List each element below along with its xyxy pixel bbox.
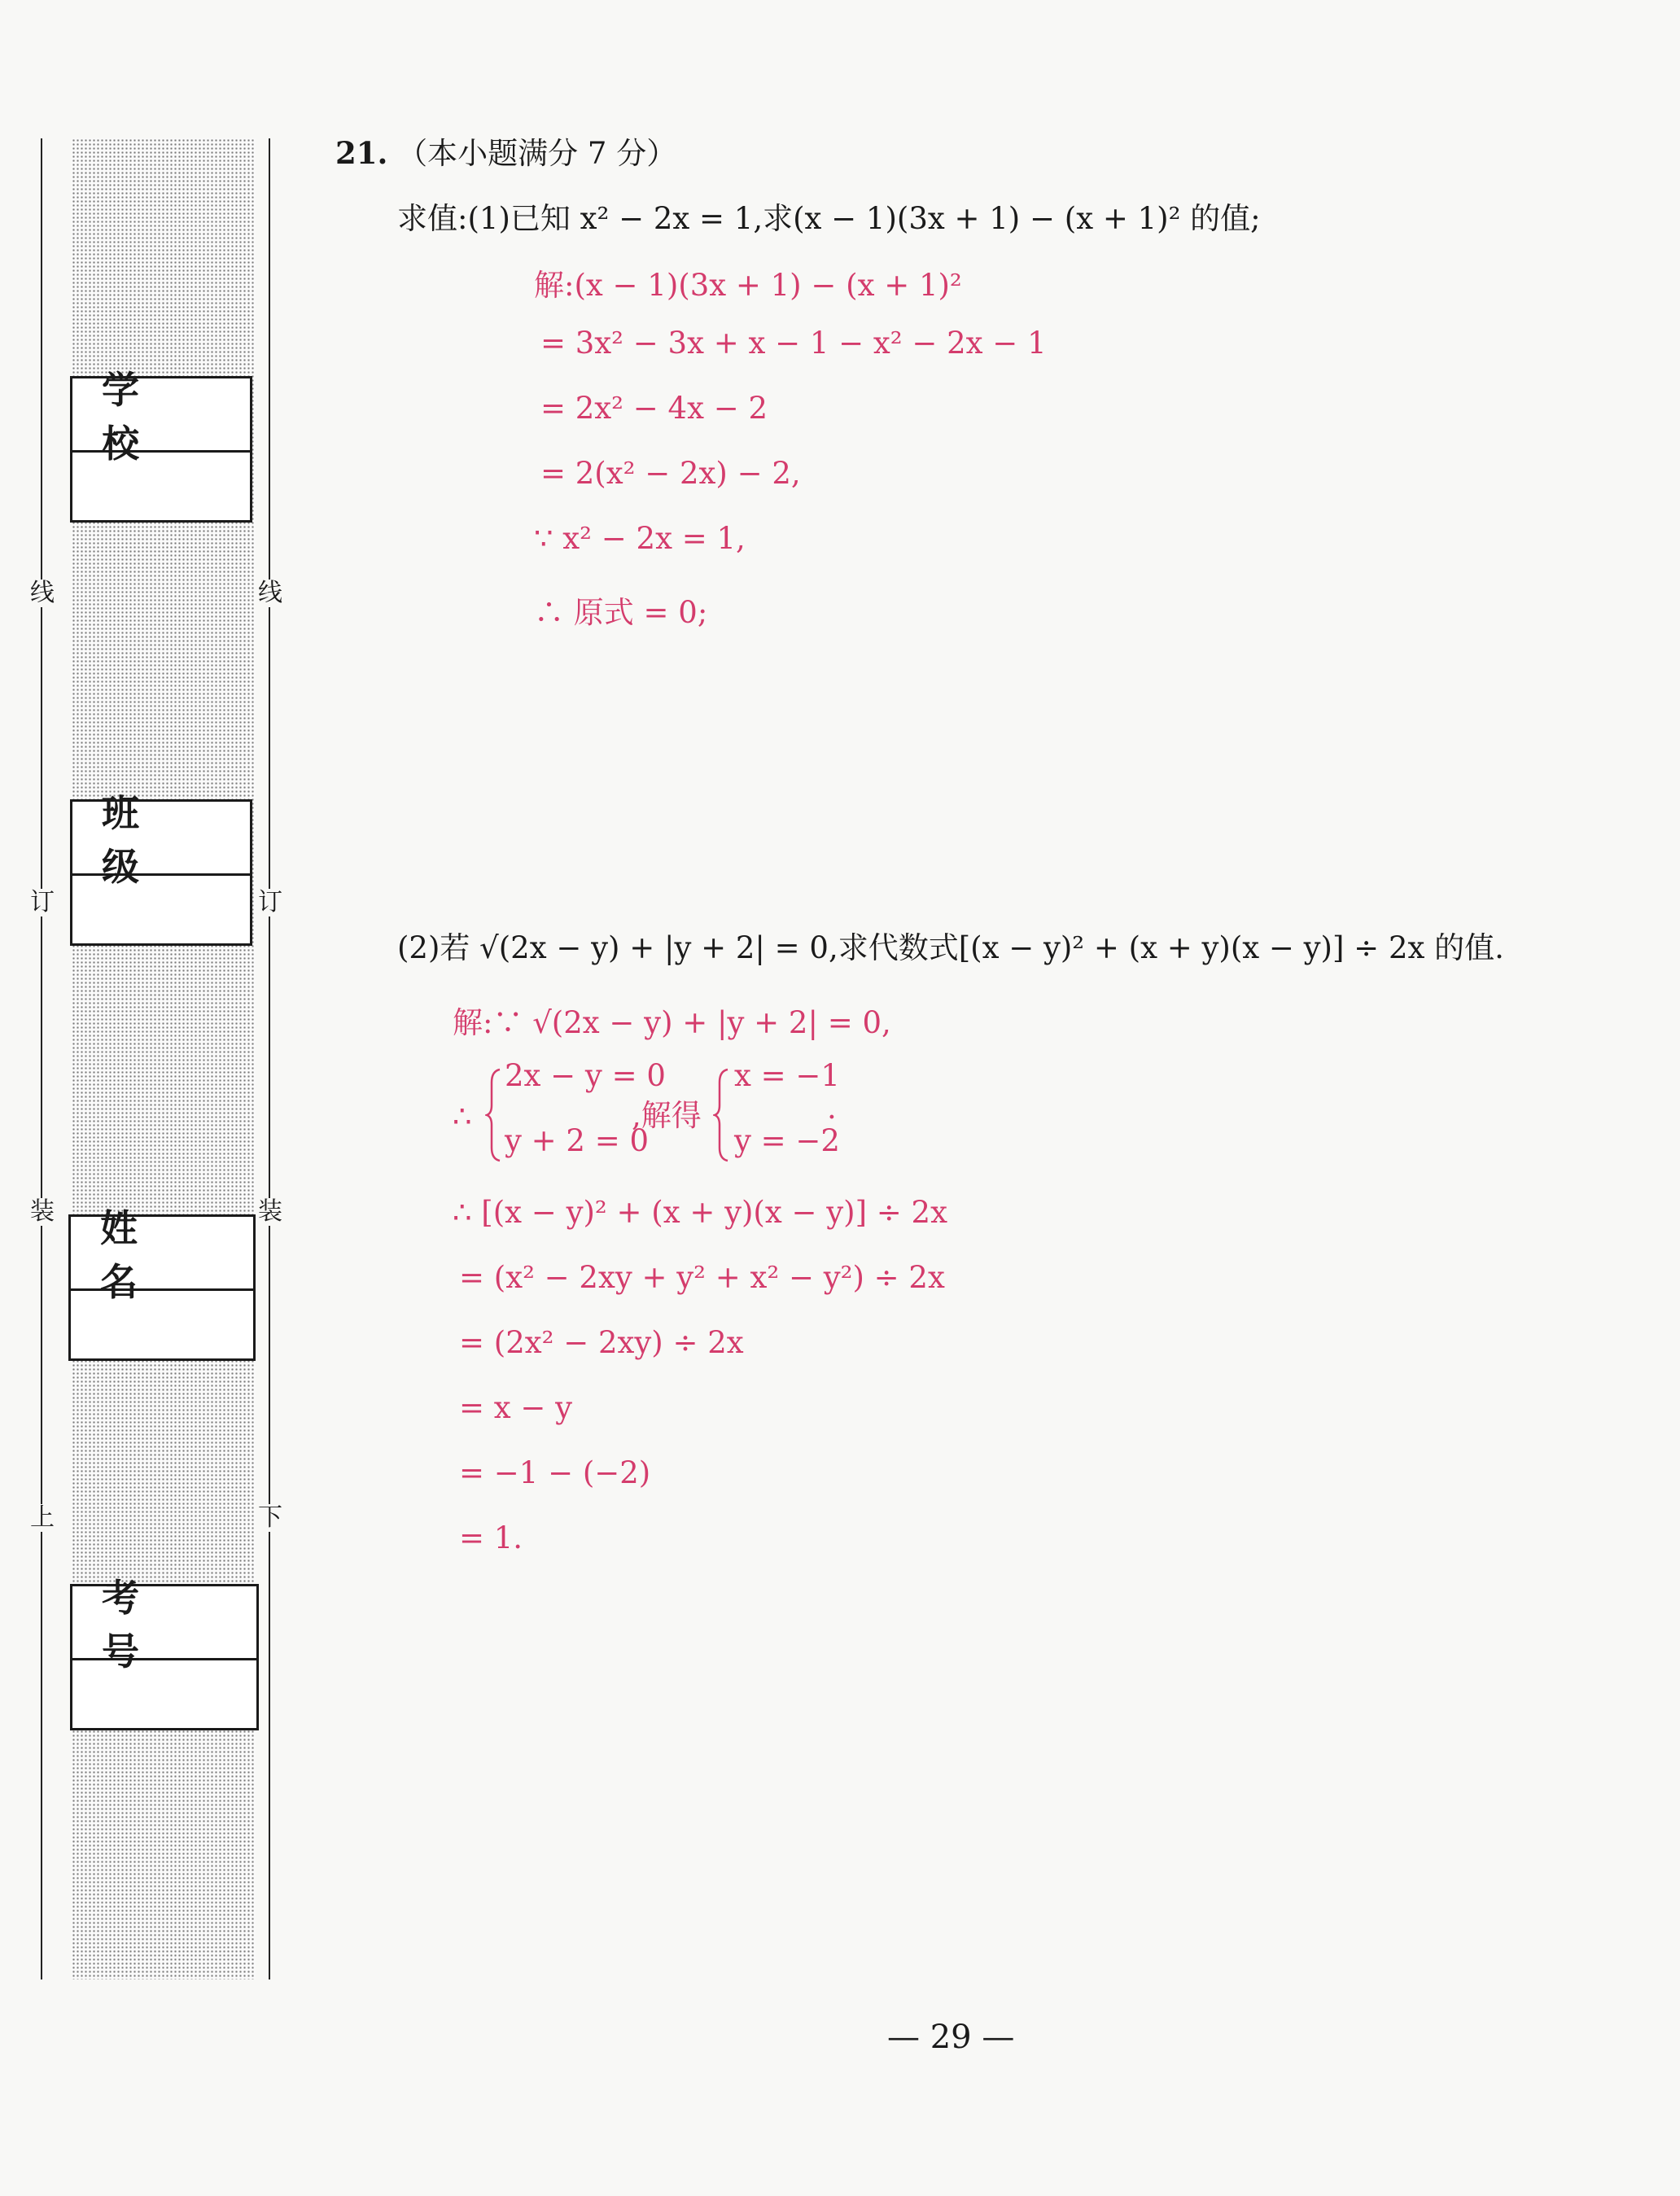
system-sol1: x = −1	[734, 1058, 840, 1093]
part1-step-1: 解:(x − 1)(3x + 1) − (x + 1)²	[534, 268, 962, 303]
part1-step-5: ∵ x² − 2x = 1,	[534, 521, 746, 556]
system-eq2: y + 2 = 0	[505, 1123, 650, 1158]
part2-step-2: ∴ [(x − y)² + (x + y)(x − y)] ÷ 2x	[453, 1195, 947, 1230]
part2-step-1: 解:∵ √(2x − y) + |y + 2| = 0,	[453, 1005, 891, 1040]
right-cut-line	[269, 138, 270, 1979]
binding-margin	[0, 0, 282, 2196]
left-mark-xian: 线	[28, 580, 57, 607]
left-cut-line	[41, 138, 42, 1979]
class-field	[70, 791, 252, 946]
part2-step-3: = (x² − 2xy + y² + x² − y²) ÷ 2x	[459, 1260, 945, 1295]
exam-number-label: 考 号	[72, 1586, 256, 1660]
right-brace-icon	[713, 1066, 731, 1164]
right-mark-xian: 线	[256, 580, 285, 607]
therefore-symbol: ∴	[453, 1099, 472, 1134]
name-field	[68, 1206, 256, 1361]
system-end: .	[827, 1091, 837, 1126]
name-label: 姓 名	[71, 1217, 253, 1291]
left-brace-icon	[485, 1066, 503, 1164]
exam-number-field	[70, 1576, 259, 1730]
right-mark-ding: 订	[256, 889, 285, 916]
right-mark-zhuang: 装	[256, 1198, 285, 1226]
right-mark-xia: 下	[256, 1504, 285, 1532]
system-sol2: y = −2	[734, 1123, 840, 1158]
school-label: 学 校	[72, 378, 250, 453]
question-header: （本小题满分 7 分）	[397, 136, 677, 171]
class-label: 班 级	[72, 802, 250, 876]
question-heading	[335, 129, 676, 173]
part1-step-6: ∴ 原式 = 0;	[534, 595, 708, 630]
part2-prompt: (2)若 √(2x − y) + |y + 2| = 0,求代数式[(x − y)² + (x + y)(x − y)] ÷ 2x 的值.	[397, 930, 1504, 965]
part2-step-4: = (2x² − 2xy) ÷ 2x	[459, 1325, 744, 1360]
part1-step-3: = 2x² − 4x − 2	[540, 391, 768, 426]
left-mark-zhuang: 装	[28, 1198, 57, 1226]
part1-step-4: = 2(x² − 2x) − 2,	[540, 456, 801, 491]
part2-step-6: = −1 − (−2)	[459, 1455, 651, 1490]
question-number: 21.	[335, 135, 388, 171]
part1-step-2: = 3x² − 3x + x − 1 − x² − 2x − 1	[540, 326, 1047, 361]
page-number: — 29 —	[887, 2019, 1015, 2056]
system-eq1: 2x − y = 0	[505, 1058, 666, 1093]
school-field	[70, 368, 252, 523]
part1-prompt: 求值:(1)已知 x² − 2x = 1,求(x − 1)(3x + 1) − (x + 1)² 的值;	[397, 201, 1261, 236]
part2-step-7: = 1.	[459, 1520, 523, 1555]
left-mark-shang: 上	[28, 1504, 57, 1532]
left-mark-ding: 订	[28, 889, 57, 916]
part2-step-5: = x − y	[459, 1390, 573, 1425]
system-solve-word: ,解得	[632, 1098, 702, 1133]
